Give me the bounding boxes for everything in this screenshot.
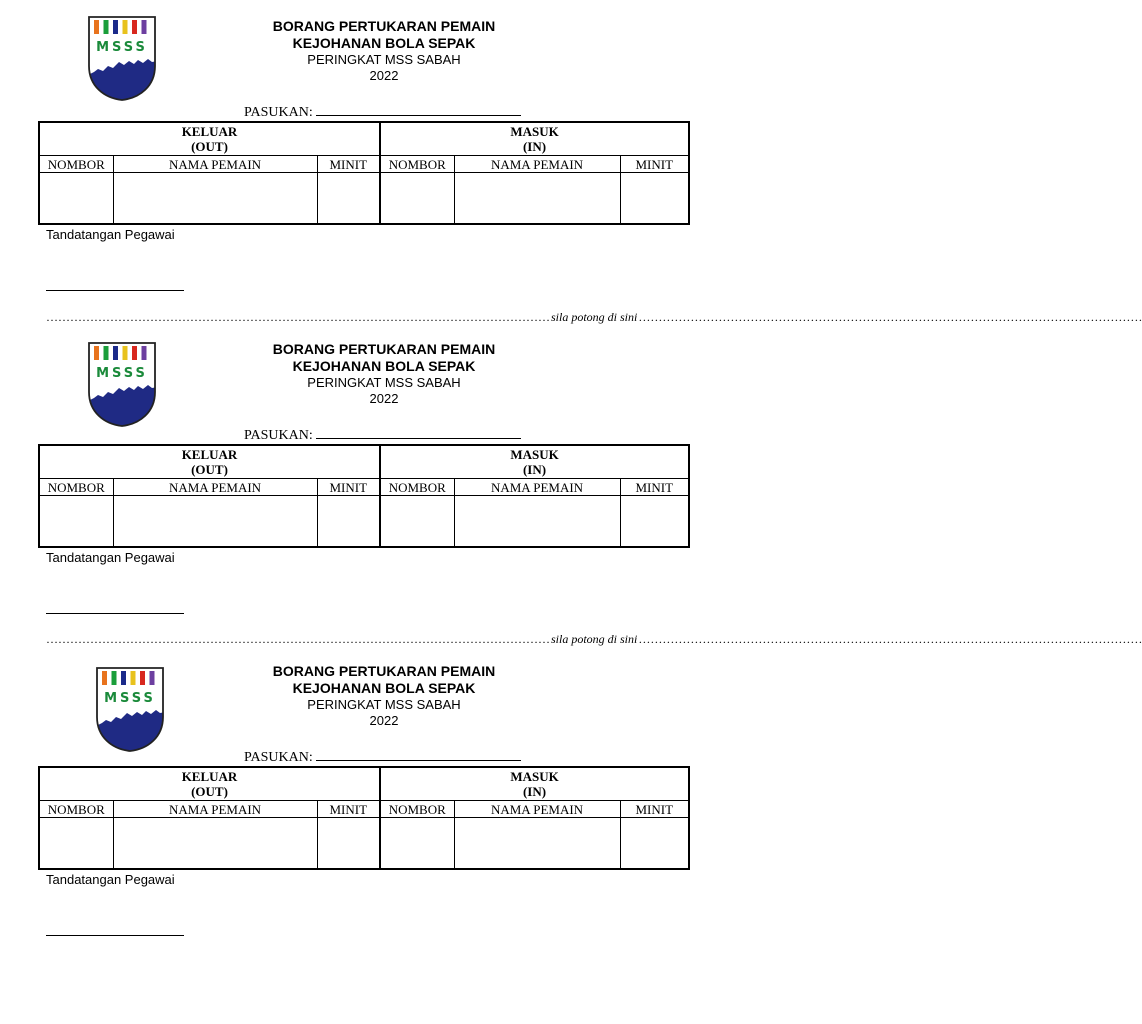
cell-nama-out[interactable] <box>113 496 317 548</box>
form-title: BORANG PERTUKARAN PEMAIN <box>272 341 496 357</box>
form-level: PERINGKAT MSS SABAH <box>307 697 461 712</box>
keluar-header: KELUAR (OUT) <box>39 445 380 479</box>
col-nombor-in: NOMBOR <box>380 156 454 173</box>
cut-text: sila potong di sini <box>551 310 638 324</box>
form-level: PERINGKAT MSS SABAH <box>307 52 461 67</box>
player-swap-table <box>38 766 690 870</box>
cut-text: sila potong di sini <box>551 632 638 646</box>
msss-logo <box>86 340 158 428</box>
cut-dots-left: ……………………………………………………………………………………………………………… <box>46 632 550 646</box>
masuk-header: MASUK (IN) <box>380 445 689 479</box>
cell-nama-in[interactable] <box>454 496 620 548</box>
form-header <box>234 18 534 84</box>
col-minit-out: MINIT <box>317 801 380 818</box>
form-year: 2022 <box>369 391 399 406</box>
logo-stripe <box>94 20 99 34</box>
cell-nama-out[interactable] <box>113 818 317 870</box>
cut-line <box>46 632 1142 646</box>
msss-logo <box>86 14 158 102</box>
cell-minit-in[interactable] <box>620 818 689 870</box>
col-nama-out: NAMA PEMAIN <box>113 801 317 818</box>
form-header <box>234 663 534 729</box>
cell-minit-in[interactable] <box>620 496 689 548</box>
form-year: 2022 <box>369 68 399 83</box>
logo-stripe <box>123 346 128 360</box>
form-subtitle: KEJOHANAN BOLA SEPAK <box>292 35 476 51</box>
pasukan-label: PASUKAN: <box>244 428 313 443</box>
col-nama-out: NAMA PEMAIN <box>113 156 317 173</box>
cell-nombor-out[interactable] <box>39 173 113 225</box>
pasukan-label: PASUKAN: <box>244 750 313 765</box>
player-swap-table <box>38 444 690 548</box>
logo-stripe <box>131 671 136 685</box>
player-swap-table <box>38 121 690 225</box>
form-level: PERINGKAT MSS SABAH <box>307 375 461 390</box>
form-section-3 <box>0 645 768 945</box>
cell-minit-out[interactable] <box>317 173 380 225</box>
logo-stripe <box>123 20 128 34</box>
form-section-2 <box>0 323 768 623</box>
logo-text: MSSS <box>104 691 156 706</box>
keluar-header: KELUAR (OUT) <box>39 767 380 801</box>
col-minit-in: MINIT <box>620 479 689 496</box>
pasukan-field <box>244 103 521 121</box>
signature-label: Tandatangan Pegawai <box>46 227 175 242</box>
masuk-header: MASUK (IN) <box>380 122 689 156</box>
logo-stripe <box>112 671 117 685</box>
pasukan-field <box>244 748 521 766</box>
signature-line[interactable] <box>46 290 184 291</box>
form-header <box>234 341 534 407</box>
logo-stripe <box>140 671 145 685</box>
col-nombor-out: NOMBOR <box>39 156 113 173</box>
msss-logo <box>94 665 166 753</box>
col-minit-in: MINIT <box>620 156 689 173</box>
form-section-1 <box>0 0 768 300</box>
logo-stripe <box>132 346 137 360</box>
cell-nombor-in[interactable] <box>380 818 454 870</box>
logo-stripe <box>94 346 99 360</box>
cell-minit-in[interactable] <box>620 173 689 225</box>
col-minit-in: MINIT <box>620 801 689 818</box>
col-minit-out: MINIT <box>317 156 380 173</box>
cut-dots-right: ……………………………………………………………………………………………………………… <box>638 632 1142 646</box>
cell-nama-out[interactable] <box>113 173 317 225</box>
col-nombor-out: NOMBOR <box>39 801 113 818</box>
logo-stripe <box>142 20 147 34</box>
cell-minit-out[interactable] <box>317 496 380 548</box>
logo-stripe <box>113 20 118 34</box>
logo-text: MSSS <box>96 40 148 55</box>
logo-stripe <box>142 346 147 360</box>
shield-logo-graphic <box>94 665 166 753</box>
cell-nombor-out[interactable] <box>39 818 113 870</box>
pasukan-input-line[interactable] <box>316 748 521 761</box>
col-nama-out: NAMA PEMAIN <box>113 479 317 496</box>
col-nama-in: NAMA PEMAIN <box>454 156 620 173</box>
cell-nama-in[interactable] <box>454 173 620 225</box>
pasukan-input-line[interactable] <box>316 103 521 116</box>
form-subtitle: KEJOHANAN BOLA SEPAK <box>292 358 476 374</box>
col-minit-out: MINIT <box>317 479 380 496</box>
signature-label: Tandatangan Pegawai <box>46 550 175 565</box>
masuk-header: MASUK (IN) <box>380 767 689 801</box>
col-nama-in: NAMA PEMAIN <box>454 801 620 818</box>
form-title: BORANG PERTUKARAN PEMAIN <box>272 18 496 34</box>
logo-stripe <box>104 346 109 360</box>
logo-stripe <box>113 346 118 360</box>
signature-label: Tandatangan Pegawai <box>46 872 175 887</box>
logo-stripe <box>102 671 107 685</box>
cell-nama-in[interactable] <box>454 818 620 870</box>
cut-dots-left: ……………………………………………………………………………………………………………… <box>46 310 550 324</box>
signature-line[interactable] <box>46 613 184 614</box>
pasukan-field <box>244 426 521 444</box>
pasukan-input-line[interactable] <box>316 426 521 439</box>
col-nombor-out: NOMBOR <box>39 479 113 496</box>
col-nombor-in: NOMBOR <box>380 479 454 496</box>
cell-nombor-out[interactable] <box>39 496 113 548</box>
shield-logo-graphic <box>86 340 158 428</box>
logo-text: MSSS <box>96 366 148 381</box>
form-title: BORANG PERTUKARAN PEMAIN <box>272 663 496 679</box>
signature-line[interactable] <box>46 935 184 936</box>
logo-stripe <box>150 671 155 685</box>
form-year: 2022 <box>369 713 399 728</box>
col-nama-in: NAMA PEMAIN <box>454 479 620 496</box>
cell-nombor-in[interactable] <box>380 173 454 225</box>
logo-stripe <box>121 671 126 685</box>
form-subtitle: KEJOHANAN BOLA SEPAK <box>292 680 476 696</box>
pasukan-label: PASUKAN: <box>244 105 313 120</box>
logo-stripe <box>132 20 137 34</box>
logo-stripe <box>104 20 109 34</box>
cell-minit-out[interactable] <box>317 818 380 870</box>
keluar-header: KELUAR (OUT) <box>39 122 380 156</box>
shield-logo-graphic <box>86 14 158 102</box>
cut-line <box>46 310 1142 324</box>
col-nombor-in: NOMBOR <box>380 801 454 818</box>
cut-dots-right: ……………………………………………………………………………………………………………… <box>638 310 1142 324</box>
cell-nombor-in[interactable] <box>380 496 454 548</box>
